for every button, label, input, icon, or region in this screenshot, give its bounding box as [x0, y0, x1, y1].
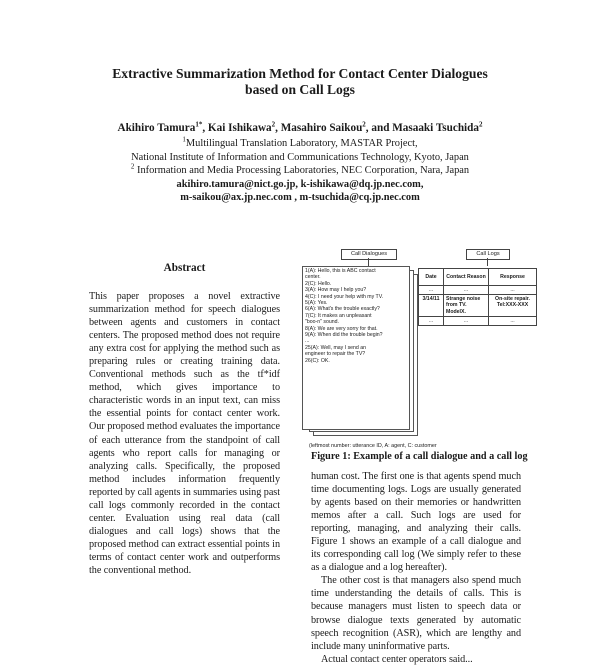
author-name: Kai Ishikawa	[207, 122, 272, 134]
author-list	[40, 122, 560, 134]
table-cell: 3/14/11	[419, 295, 444, 317]
table-cell: On-site repair. Tel:XXX-XXX	[489, 295, 537, 317]
table-row	[419, 316, 537, 325]
author-name: Masaaki Tsuchida	[392, 122, 479, 134]
dialogue-line: 4(C): I need your help with my TV.	[305, 293, 384, 300]
dialogue-line: 8(A): We are very sorry for that.	[305, 325, 378, 332]
table-cell: ...	[489, 286, 537, 295]
dialogue-transcript	[305, 268, 407, 364]
body-paragraph: Actual contact center operators said...	[321, 653, 473, 665]
table-cell: ...	[489, 316, 537, 325]
dialogue-line: 9(A): When did the trouble begin?	[305, 332, 383, 339]
connector-line	[487, 258, 488, 266]
body-paragraph: The other cost is that managers also spend much time understanding the details of calls. This is because managers must listen to speech data or browse dialogue texts generated by automatic speech recognition (ASR), which are lengthy and include many uninformative parts.	[311, 575, 521, 652]
column-header: Contact Reason	[444, 269, 489, 286]
dialogue-line: 3(A): How may I help you?	[305, 287, 367, 294]
table-row	[419, 286, 537, 295]
email-line: m-saikou@ax.jp.nec.com , m-tsuchida@cq.jp.nec.com	[180, 192, 420, 203]
table-cell: Strange noise from TV. ModelX.	[444, 295, 489, 317]
table-cell: ...	[419, 316, 444, 325]
title-line-1: Extractive Summarization Method for Contact Center Dialogues	[112, 66, 488, 81]
table-header-row	[419, 269, 537, 286]
author-affil-mark: 2	[271, 120, 276, 129]
author-name: Akihiro Tamura	[117, 122, 196, 134]
figure-footnote: (leftmost number: utterance ID, A: agent, C: customer	[309, 443, 437, 449]
dialogue-line: engineer to repair the TV?	[305, 351, 366, 358]
abstract-text: This paper proposes a novel extractive summarization method for speech dialogues between agents and customers in contact centers. The proposed method does not require any extra cost for applying the method such as preparing rules or creating training data. Conventional methods such as the tf*idf method, which gives importance to characteristic words in an input text, can miss the essential points for contact center work. Our proposed method evaluates the importance of each utterance from the standpoint of call agents who report calls for managing or analyzing calls. Specifically, the proposed method includes information frequently reported by call agents in summaries using past call logs commonly recorded in the contact center. Evaluation using real data (call dialogues and call logs) shows that the proposed method can extract essential points in terms of contact center work and outperforms the conventional method.	[89, 291, 280, 576]
call-log-table	[418, 268, 537, 326]
dialogue-line: 1(A): Hello, this is ABC contact	[305, 268, 376, 274]
dialogue-line: ...	[305, 338, 310, 345]
dialogue-line: "boo-n" sound.	[305, 319, 339, 326]
figure-caption: Figure 1: Example of a call dialogue and a call log	[311, 451, 528, 462]
connector-line	[368, 258, 369, 266]
email-line: akihiro.tamura@nict.go.jp, k-ishikawa@dq.jp.nec.com,	[176, 178, 424, 190]
author-separator: ,	[275, 122, 281, 134]
dialogue-line: 25(A): Well, may I send an	[305, 344, 367, 351]
column-header: Response	[489, 269, 537, 286]
affiliations	[40, 137, 560, 205]
table-cell: ...	[444, 286, 489, 295]
table-row	[419, 295, 537, 317]
left-column	[89, 262, 280, 577]
table-cell: ...	[444, 316, 489, 325]
call-dialogues-label: Call Dialogues	[341, 249, 397, 260]
dialogue-line: 6(A): What's the trouble exactly?	[305, 306, 380, 313]
dialogue-line: 5(A): Yes.	[305, 300, 328, 307]
abstract-heading: Abstract	[163, 262, 206, 274]
affiliation-line: $^1$Multilingual Translation Laboratory, MASTAR Project,	[182, 135, 418, 149]
dialogue-line: center.	[305, 274, 321, 281]
affiliation-line: $^2$ Information and Media Processing Laboratories, NEC Corporation, Nara, Japan	[130, 162, 470, 176]
author-separator: ,	[202, 122, 208, 134]
author-affil-mark: 2	[362, 120, 366, 129]
author-name: Masahiro Saikou	[280, 122, 363, 134]
dialogue-line: 7(C): It makes an unpleasant	[305, 312, 372, 319]
title-line-2: based on Call Logs	[245, 82, 355, 97]
column-header: Date	[419, 269, 444, 286]
affiliation-line: National Institute of Information and Communications Technology, Kyoto, Japan	[131, 151, 469, 163]
right-column	[311, 470, 521, 666]
paper-title	[40, 66, 560, 98]
dialogue-line: 26(C): OK.	[305, 357, 330, 364]
author-affil-mark: 1*	[195, 120, 203, 129]
call-logs-label: Call Logs	[466, 249, 510, 260]
table-cell: ...	[419, 286, 444, 295]
author-affil-mark: 2	[478, 120, 483, 129]
author-separator: , and	[365, 122, 393, 134]
dialogue-line: 2(C): Hello.	[305, 280, 332, 287]
body-paragraph: human cost. The first one is that agents spend much time documenting logs. Logs are usually generated by agents based on their memories or handwritten memos after a call. Such logs are used for reporting, managing, and analyzing their calls. Figure 1 shows an example of a call dialogue and its corresponding call log (We simply refer to these as a dialogue and a log hereafter).	[311, 471, 521, 574]
